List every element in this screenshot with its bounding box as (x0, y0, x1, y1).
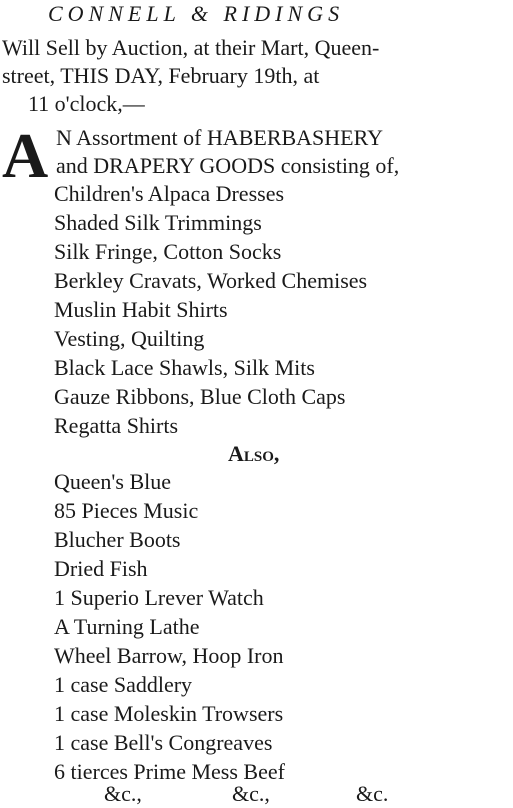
intro-line: street, THIS DAY, February 19th, at (2, 63, 320, 88)
etc-mark: &c., (232, 781, 270, 806)
list-item: Blucher Boots (54, 527, 181, 552)
list-item: Shaded Silk Trimmings (54, 210, 262, 235)
also-label: Also, (228, 441, 280, 466)
list-item: Black Lace Shawls, Silk Mits (54, 355, 315, 380)
opening-line: and DRAPERY GOODS consisting of, (56, 153, 400, 178)
list-item: Wheel Barrow, Hoop Iron (54, 643, 284, 668)
list-item: Silk Fringe, Cotton Socks (54, 239, 282, 264)
list-item: Muslin Habit Shirts (54, 297, 228, 322)
auctioneer-heading: CONNELL & RIDINGS (48, 1, 345, 26)
list-item: 1 Superio Lrever Watch (54, 585, 264, 610)
list-item: 1 case Moleskin Trowsers (54, 701, 284, 726)
list-item: Dried Fish (54, 556, 148, 581)
list-item: 6 tierces Prime Mess Beef (54, 759, 285, 784)
intro-line: Will Sell by Auction, at their Mart, Queen- (2, 35, 380, 60)
etc-mark: &c., (104, 781, 142, 806)
list-item: Children's Alpaca Dresses (54, 181, 285, 206)
intro-line: 11 o'clock,— (28, 91, 145, 116)
list-item: Gauze Ribbons, Blue Cloth Caps (54, 384, 346, 409)
list-item: Queen's Blue (54, 469, 171, 494)
list-item: A Turning Lathe (54, 614, 200, 639)
list-item: Regatta Shirts (54, 413, 179, 438)
list-item: 1 case Bell's Congreaves (54, 730, 273, 755)
list-item: Berkley Cravats, Worked Chemises (54, 268, 368, 293)
opening-line: N Assortment of HABERBASHERY (56, 125, 383, 150)
etc-mark: &c. (356, 781, 389, 806)
list-item: 85 Pieces Music (54, 498, 199, 523)
list-item: Vesting, Quilting (54, 326, 205, 351)
list-item: 1 case Saddlery (54, 672, 193, 697)
drop-cap: A (2, 120, 49, 191)
